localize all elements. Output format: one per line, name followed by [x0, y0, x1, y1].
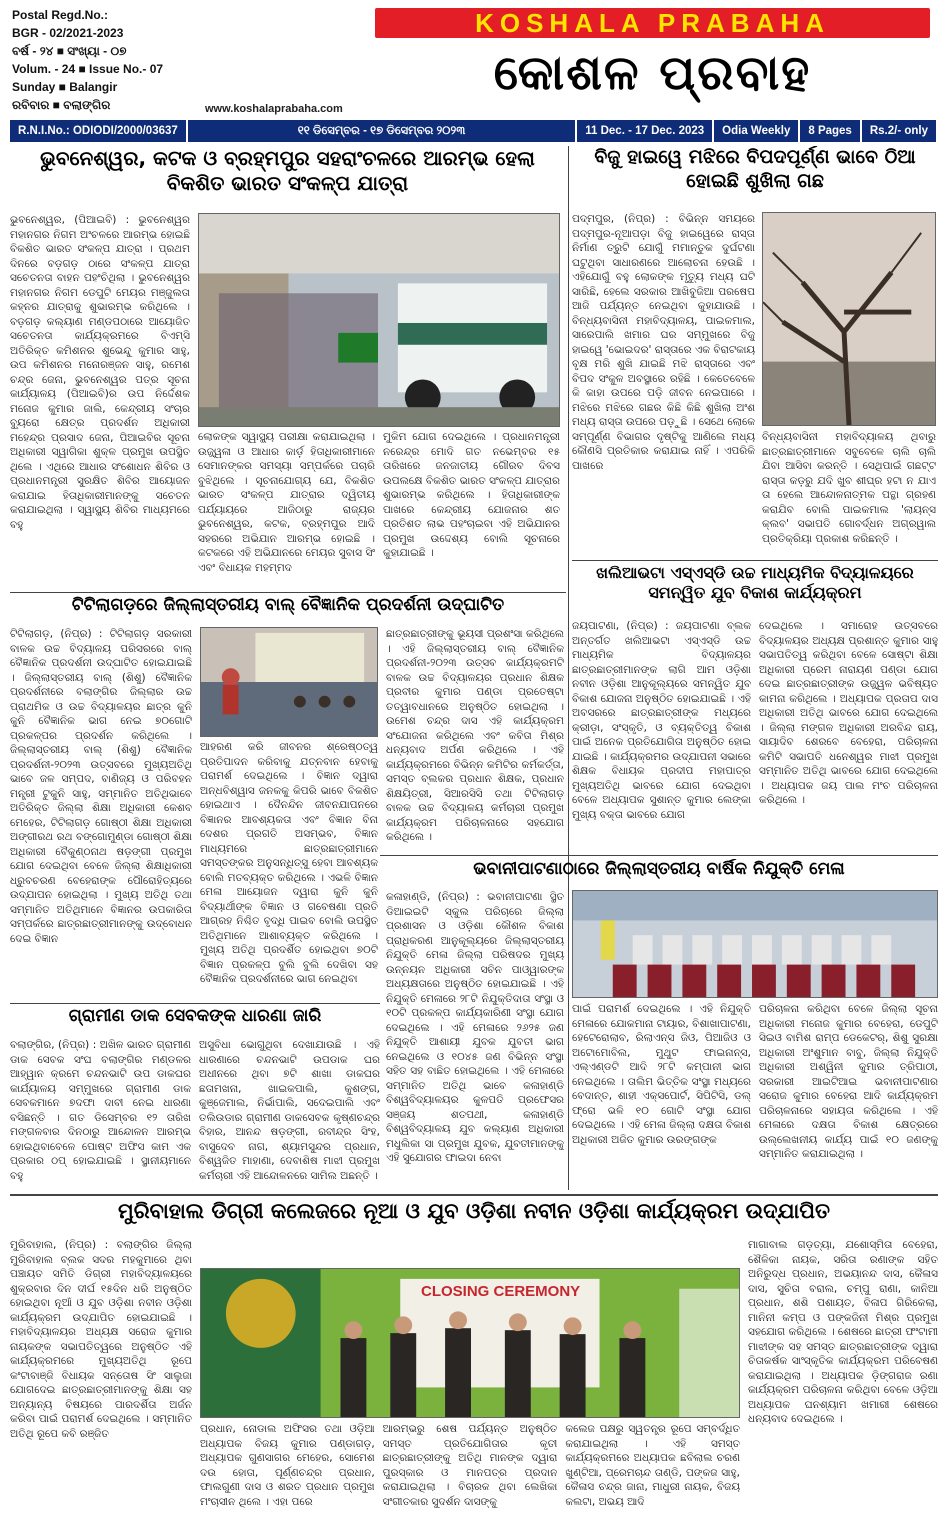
- column-divider: [568, 146, 569, 1190]
- info-bar: [10, 120, 936, 142]
- section-divider: [10, 592, 566, 593]
- article-7-column: କଲେଜ ପକ୍ଷରୁ ସ୍ୱତନ୍ତ୍ର ରୂପେ ସମ୍ବର୍ଦ୍ଧିତ କରାଯାଇଥିଲା । ଏହି ସମସ୍ତ କାର୍ଯ୍ୟକ୍ରମରେ ଅଧ୍ୟାପକ ଛବିଲାଲ ଚରଣ ଖୁଣ୍ଟିଆ, ପ୍ରେମଚାନ୍ଦ ତାଣ୍ଡି, ପଙ୍କଜ ସାହୁ, କୈଳାସ ଚନ୍ଦ୍ର ଜାନା, ମାଧୁରୀ ନାୟକ, ବିଜୟ କଲଟା, ଅଭୟ ଆଦି: [565, 1423, 741, 1508]
- masthead-left-block: [12, 6, 202, 114]
- varsha-issue-odia: ବର୍ଷ - ୨୪ ■ ସଂଖ୍ୟା - ୦୭: [12, 44, 127, 58]
- article-1-body: [10, 213, 190, 625]
- article-4-photo: [200, 627, 378, 737]
- article-3-column: ଜୟପାଟଣା, (ନିପ୍ର) : ଜୟପାଟଣା ବ୍ଲକ ଅନ୍ତର୍ଗତ ଖଲିଆଭଟା ଏସ୍‌ଏସ୍‌ଡି ଉଚ୍ଚ ମାଧ୍ୟମିକ ବିଦ୍ୟାଳୟର ଛାତ୍ରଛାତ୍ରୀମାନଙ୍କ ଲାଗି ଆମ ଓଡ଼ିଶା ନବୀନ ଓଡ଼ିଶା ଆନୁକୂଲ୍ୟରେ ସମନ୍ୱିତ ଯୁବ ବିକାଶ ଯୋଜନା ଅନୁଷ୍ଠିତ ହୋଇଯାଇଛି । ଏହି ଅବସରରେ ଛାତ୍ରଛାତ୍ରୀଙ୍କ ମଧ୍ୟରେ କ୍ରୀଡ଼ା, ସଂସ୍କୃତି, ଓ ବ୍ୟକ୍ତିତ୍ୱ ବିକାଶ ପାଇଁ ଅନେକ ପ୍ରତିଯୋଗିତା ଅନୁଷ୍ଠିତ ହୋଇ ଯାଇଛି । କାର୍ଯ୍ୟକ୍ରମର ଉଦ୍‌ଯାପନୀ ସଭାରେ ଶିକ୍ଷକ ବିଧାୟକ ପ୍ରଦୀପ ମହାପାତ୍ର ମୁଖ୍ୟଅତିଥି ଭାବରେ ଯୋଗ ଦେଇଥିବା ବେଳେ ଅଧ୍ୟାପକ ସୁଶାନ୍ତ କୁମାର ଲେଙ୍କା ମୁଖ୍ୟ ବକ୍ତା ଭାବରେ ଯୋଗ: [572, 620, 751, 821]
- article-5-headline: ଭବାନୀପାଟଣାଠାରେ ଜିଲ୍ଲାସ୍ତରୀୟ ବାର୍ଷିକ ନିଯୁକ୍ତି ମେଳା: [473, 859, 845, 879]
- article-1-photo: [198, 213, 560, 427]
- article-4-column: ଛାତ୍ରଛାତ୍ରୀଙ୍କୁ ଭୂୟସୀ ପ୍ରଶଂସା କରିଥିଲେ । ଏହି ଜିଲ୍ଲାସ୍ତରୀୟ ବାଲ୍ ବୈଜ୍ଞାନିକ ପ୍ରଦର୍ଶନୀ-୨୦୨୩ ଉତ୍ସବ କାର୍ଯ୍ୟକ୍ରମଟି ବାଳକ ଉଚ୍ଚ ବିଦ୍ୟାଳୟର ପ୍ରଧାନ ଶିକ୍ଷକ ପ୍ରବୀର କୁମାର ପଣ୍ଡା ପ୍ରତେଷ୍ଟା ତତ୍ୱାବଧାନରେ ଅନୁଷ୍ଠିତ ହୋଇଥିଲା । ଉମେଶ ଚନ୍ଦ୍ର ଦାସ ଏହି କାର୍ଯ୍ୟକ୍ରମ ସଂଯୋଜନା କରିଥିଲେ ଏବଂ କବିତା ମିଶ୍ର ଧନ୍ୟବାଦ ଅର୍ପଣ କରିଥିଲେ । ଏହି କାର୍ଯ୍ୟକ୍ରମରେ ବିଭିନ୍ନ କମିଟିର କର୍ମକର୍ତ୍ତା, ସମସ୍ତ ବ୍ଲକର ପ୍ରଧାନ ଶିକ୍ଷକ, ପ୍ରଧାନ ଶିକ୍ଷୟିତ୍ରୀ, ସିଆରସିସି ତଥା ଟିଟିଲାଗଡ଼ ବାଳକ ଉଚ୍ଚ ବିଦ୍ୟାଳୟ କର୍ମଚାରୀ ପ୍ରମୁଖ କାର୍ଯ୍ୟକ୍ରମ ପରିଚାଳନାରେ ସହଯୋଗ କରିଥିଲେ ।: [386, 628, 564, 843]
- article-4-body-right: [386, 627, 564, 853]
- article-4-headline: ଟିଟିଲାଗଡ଼ରେ ଜିଲ୍ଲାସ୍ତରୀୟ ବାଲ୍ ବୈଜ୍ଞାନିକ ପ୍ରଦର୍ଶନୀ ଉଦ୍‌ଘାଟିତ: [71, 595, 505, 615]
- article-7-column: ମୁରିବାହାଲ, (ନିପ୍ର) : ବଲାଙ୍ଗିର ଜିଲ୍ଲା ମୁରିବାହାଲ ବ୍ଲକ ସଦର ମହକୁମାରେ ଥିବା ପଞ୍ଚାୟତ ସମିତି ଡିଗ୍ରୀ ମହାବିଦ୍ୟାଳୟରେ ଶୁକ୍ରବାର ଦିନ ଦୀର୍ଘ ୧୫ଦିନ ଧରି ଅନୁଷ୍ଠିତ ହୋଇଥିବା ନୂଆଁ ଓ ଯୁବ ଓଡ଼ିଶା ନବୀନ ଓଡ଼ିଶା କାର୍ଯ୍ୟକ୍ରମ ଉଦ୍‌ଯାପିତ ହୋଇଯାଇଛି । ମହାବିଦ୍ୟାଳୟର ଅଧ୍ୟକ୍ଷ ସରୋଜ କୁମାର ନାୟକଙ୍କ ସଭାପତିତ୍ୱରେ ଅନୁଷ୍ଠିତ ଏହି କାର୍ଯ୍ୟକ୍ରମରେ ମୁଖ୍ୟଅତିଥି ରୂପେ କଂଟାବାଞ୍ଜି ବିଧାୟକ ସନ୍ତୋଷ ସିଂ ସାଲୁଜା ଯୋଗଦେଇ ଛାତ୍ରଛାତ୍ରୀମାନଙ୍କୁ ଶିକ୍ଷା ସହ ଅନ୍ୟାନ୍ୟ ବିଷୟରେ ପାରଦର୍ଶିତା ଅର୍ଜନ କରିବା ପାଇଁ ପରାମର୍ଶ ଦେଇଥିଲେ । ସମ୍ମାନିତ ଅତିଥି ରୂପେ କବି ରଞ୍ଜିତ: [10, 1239, 192, 1440]
- masthead-english-title: KOSHALA PRABAHA: [475, 8, 830, 38]
- article-7-column: ପ୍ରଧାନ, ନୋଡାଲ ଅଫିସର ତଥା ଓଡ଼ିଆ ଅଧ୍ୟାପକ ବିଜୟ କୁମାର ପଣ୍ଡାଗଡ଼, ଅଧ୍ୟାପକ ଗୁଣସାଗର ମେହେର, ସୋମେଶ ଦଉ ହୋତା, ପୂର୍ଣ୍ଣଚନ୍ଦ୍ର ପ୍ରଧାନ, ଫାଲଗୁଣୀ ଦାସ ଓ ଶରତ ପ୍ରଧାନ ପ୍ରମୁଖ ମଂଚାସୀନ ଥିଲେ । ଏହା ପରେ: [200, 1423, 375, 1508]
- article-6-body: [10, 1038, 380, 1190]
- publication-type: Odia Weekly: [714, 120, 800, 142]
- article-7-body: [10, 1238, 192, 1528]
- article-2-photo: [762, 212, 936, 426]
- article-7-photo: [200, 1268, 740, 1418]
- article-1-column: ଲୋକଙ୍କ ସ୍ୱାସ୍ଥ୍ୟ ପରୀକ୍ଷା କରାଯାଇଥିଲା । ଉଜ୍ଜ୍ୱଳା ଓ ଆଧାର କାର୍ଡ଼ ହିତାଧିକାରୀମାନେ ସେମାନଙ୍କର ସମସ୍ୟା ସମ୍ପର୍କରେ ପଚାରି ବୁଝିଥିଲେ । ସୂଚନାଯୋଗ୍ୟ ଯେ, ବିକଶିତ ଭାରତ ସଂକଳ୍ପ ଯାତ୍ରାର ଦ୍ୱିତୀୟ ପର୍ଯ୍ୟାୟରେ ଆଜିଠାରୁ ରାଜ୍ୟର ଭୁବନେଶ୍ୱର, କଟକ, ବ୍ରହ୍ମପୁର ଆଦି ସହରରେ ଅଭିଯାନ ଆରମ୍ଭ ହୋଇଛି । କଟକରେ ଏହି ଅଭିଯାନରେ ମେୟର ସୁବାସ ସିଂ ଏବଂ ବିଧାୟକ ମହମ୍ମଦ: [198, 431, 375, 574]
- closing-ceremony-banner: CLOSING CEREMONY: [421, 1283, 581, 1300]
- article-5-photo: [572, 890, 938, 998]
- article-2-body-lower: [762, 430, 936, 556]
- section-divider: [380, 855, 938, 856]
- article-2-body: [572, 212, 755, 556]
- article-7-column: ଆରମ୍ଭରୁ ଶେଷ ପର୍ଯ୍ୟନ୍ତ ଅନୁଷ୍ଠିତ ସମସ୍ତ ପ୍ରତିଯୋଗିତାର କୃତୀ ଛାତ୍ରଛାତ୍ରୀଙ୍କୁ ଅତିଥି ମାନଙ୍କ ଦ୍ୱାରା ପୁରସ୍କାର ଓ ମାନପତ୍ର ପ୍ରଦାନ କରାଯାଇଥିଲା । ବିଚାରକ ଥିବା ଲେଖିକା ସଂଗୀତକାର ସୁଦର୍ଶନ ଦାସଙ୍କୁ: [382, 1423, 558, 1508]
- article-6-column: ବଲାଙ୍ଗିର, (ନିପ୍ର) : ଅଖିଳ ଭାରତ ଗ୍ରାମୀଣ ଡାକ ସେବକ ସଂଘ ବଲାଙ୍ଗିର ମଣ୍ଡଳର ଆହ୍ୱାନ କ୍ରମେ ଚନ୍ଦନଭାଟି ଉପ ଡାକଘର କାର୍ଯ୍ୟାଳୟ ସମ୍ମୁଖରେ ଗ୍ରାମୀଣ ଡାକ ସେବକମାନେ ୭ଦଫା ଦାବୀ ନେଇ ଧାରଣା ବସିଛନ୍ତି । ଗତ ଡିସେମ୍ବର ୧୨ ତାରିଖ ମଙ୍ଗଳବାର ଦିନଠାରୁ ଆନ୍ଦୋଳନ ଆରମ୍ଭ ହୋଇଥିବାବେଳେ ପୋଷ୍ଟ ଅଫିସ କାମ ଏକ ପ୍ରକାର ଠପ୍ ହୋଇଯାଇଛି । ସ୍ଥାନୀୟମାନେ ବହୁ: [10, 1039, 191, 1182]
- article-7-body-right: [748, 1238, 938, 1528]
- masthead-english-banner: [375, 8, 930, 38]
- article-1-column: ମୁକିମ ଯୋଗ ଦେଇଥିଲେ । ପ୍ରଧାନମନ୍ତ୍ରୀ ନରେନ୍ଦ୍ର ମୋଦି ଗତ ନଭେମ୍ବର ୧୫ ତାରିଖରେ ଜନଜାତୀୟ ଗୌରବ ଦିବସ ଉପଲକ୍ଷେ ବିକଶିତ ଭାରତ ସଂକଳ୍ପ ଯାତ୍ରାର ଶୁଭାରମ୍ଭ କରିଥିଲେ । ହିତାଧିକାରୀଙ୍କ ପାଖରେ କେନ୍ଦ୍ରୀୟ ଯୋଜନାର ଶତ ପ୍ରତିଶତ ଲାଭ ପହଂଚାଇବା ଏହି ଅଭିଯାନର ପ୍ରମୁଖ ଉଦ୍ଦେଶ୍ୟ ବୋଲି ସୂଚନାରେ କୁହାଯାଇଛି ।: [383, 431, 560, 559]
- section-divider: [10, 1194, 938, 1196]
- article-1-column: ଭୁବନେଶ୍ୱର, (ପିଆଇବି) : ଭୁବନେଶ୍ୱର ମହାନଗର ନିଗମ ଅଂଚଳରେ ଆରମ୍ଭ ହୋଇଛି ବିକଶିତ ଭାରତ ସଂକଳ୍ପ ଯାତ୍ରା । ପ୍ରଥମ ଦିନରେ ବଡ଼ଗଡ଼ ଠାରେ ସଂକଳ୍ପ ଯାତ୍ରା ସଚେତନତା ବାହନ ପହଂଚିଥିଲା । ଭୁବନେଶ୍ୱର ମହାନଗର ନିଗମ ଡେପୁଟି ମେୟର ମଞ୍ଜୁଲତା କହ୍ନର ଯାତ୍ରାକୁ ଶୁଭାରମ୍ଭ କରିଥିଲେ । ବଡ଼ଗଡ଼ କଲ୍ୟାଣ ମଣ୍ଡପଠାରେ ଆୟୋଜିତ ସଚେତନତା କାର୍ଯ୍ୟକ୍ରମରେ ବିଏମ୍‌ସି ଅତିରିକ୍ତ କମିଶନର ଶୁଭେନ୍ଦୁ କୁମାର ସାହୁ, ଉପ କମିଶନର ମନୋରଞ୍ଜନ ସାହୁ, ରମେଶ ଚନ୍ଦ୍ର ଜେନା, ଭୁବନେଶ୍ୱର ପତ୍ର ସୂଚନା କାର୍ଯ୍ୟାଳୟ (ପିଆଇବି)ର ଉପ ନିର୍ଦ୍ଦେଶକ ମନୋଜ କୁମାର ଜାଲି, କେନ୍ଦ୍ରୀୟ ସଂଚାର ବ୍ୟୁରୋ କ୍ଷେତ୍ର ପ୍ରଦର୍ଶନ ଅଧିକାରୀ ମହେନ୍ଦ୍ର ପ୍ରସାଦ ଜେନା, ପିଆଇବିର ସୂଚନା ଅଧିକାରୀ ସ୍ୱାଗିକା ଶୁକ୍ଳ ପ୍ରମୁଖ ଉପସ୍ଥିତ ଥିଲେ । ଏଥିରେ ଆଧାର ସଂଶୋଧନ ଶିବିର ଓ ପ୍ରଧାନମନ୍ତ୍ରୀ ସୁରକ୍ଷିତ ଶିବିର ଆୟୋଜନ କରାଯାଇ ହିତାଧିକାରୀମାନଙ୍କୁ ସଚେତନ କରାଯାଇଥିଲା । ସ୍ୱାସ୍ଥ୍ୟ ଶିବିର ମାଧ୍ୟମରେ ବହୁ: [10, 214, 190, 531]
- article-5-column: କଳାହାଣ୍ଡି, (ନିପ୍ର) : ଭବାନୀପାଟଣା ସ୍ଥିତ ଡିଆଇଇଟି ସ୍କୁଲ ପରିଚାରେ ଜିଲ୍ଲା ପ୍ରଶାସନ ଓ ଓଡ଼ିଶା କୌଶଳ ବିକାଶ ପ୍ରାଧିକରଣ ଆନୁକୂଲ୍ୟରେ ଜିଲ୍ଲାସ୍ତରୀୟ ନିଯୁକ୍ତି ମେଳା ଜିଲ୍ଲା ପରିଷଦର ମୁଖ୍ୟ ଉନ୍ନୟନ ଅଧିକାରୀ ସଚିନ ପାଓ୍ୱାରଙ୍କ ଅଧ୍ୟକ୍ଷତାରେ ଅନୁଷ୍ଠିତ ହୋଇଯାଇଛି । ଏହି ନିଯୁକ୍ତି ମେଳାରେ ୨୮ଟି ନିଯୁକ୍ତିଦାତା ସଂସ୍ଥା ଓ ୧୦ଟି ପ୍ରକଳ୍ପ କାର୍ଯ୍ୟକାରିଣୀ ସଂସ୍ଥା ଯୋଗ ଦେଇଥିଲେ । ଏହି ମେଳାରେ ୨୬୨୫ ଜଣ ନିଯୁକ୍ତି ଆଶାୟୀ ଯୁବକ ଯୁବତୀ ଭାଗ ନେଇଥିଲେ ଓ ୧୦୪୫ ଜଣ ବିଭିନ୍ନ ସଂସ୍ଥା ସହିତ ସହ ବାଛିତ ହୋଇଥିଲେ । ଏହି ମେଳାରେ ସମ୍ମାନିତ ଅତିଥି ଭାବେ କଳାହାଣ୍ଡି ବିଶ୍ୱବିଦ୍ୟାଳୟର କୁଳପତି ପ୍ରଫେସର ସଞ୍ଜୟ ଶତପଥୀ, କଳାହାଣ୍ଡି ବିଶ୍ୱବିଦ୍ୟାଳୟ ଯୁବ କଲ୍ୟାଣ ଅଧିକାରୀ ମଧୁଲିକା ସା ପ୍ରମୁଖ ଯୁବକ, ଯୁବତୀମାନଙ୍କୁ ଏହି ସୁଯୋଗର ଫାଇଦା ନେବା: [386, 891, 564, 1164]
- article-5-column: ପରିଚାଳନା କରିଥିବା ବେଳେ ଜିଲ୍ଲା ସୂଚନା ଅଧିକାରୀ ମନୋଜ କୁମାର ବେହେରା, ଡେପୁଟି ସିଇଓ ବାମିଶ ରାମ୍ପ ଡେକେଟର୍, ଶିଶୁ ସୁରକ୍ଷା ଅଧିକାରୀ ଅଂଶୁମାନ ବାବୁ, ଜିଲ୍ଲା ନିଯୁକ୍ତି ଅଧିକାରୀ ଅଶ୍ୱିନୀ କୁମାର ତ୍ରିପାଠୀ, ସରକାରୀ ଆଇଟିଆଇ ଭବାନୀପାଟଣାର ସରୋଜ କୁମାର ବେହେରା ଆଦି କାର୍ଯ୍ୟକ୍ରମ ପରିଚାଳନାରେ ସହାୟତା କରିଥିଲେ । ଏହି ମେଳାରେ ଦକ୍ଷତା ବିକାଶ କ୍ଷେତ୍ରରେ ଉଲ୍ଲେଖନୀୟ କାର୍ଯ୍ୟ ପାଇଁ ୧୦ ଜଣଙ୍କୁ ସମ୍ମାନିତ କରାଯାଇଥିଲା ।: [759, 1003, 938, 1160]
- article-2-column: ପଦ୍ମପୁର, (ନିପ୍ର) : ବିଭିନ୍ନ ସମୟରେ ପଦ୍ମପୁର-ନୂଆପଡ଼ା ବିଜୁ ହାଇୱେରେ ରାସ୍ତା ନିର୍ମାଣ ତ୍ରୁଟି ଯୋଗୁଁ ମମାନ୍ତୁକ ଦୁର୍ଘଟଣା ଘଟୁଥିବା ସାଧାରଣରେ ଆଲୋଚନା ହେଉଛି । ଏହିଯୋଗୁଁ ବହୁ ଲୋକଙ୍କ ମୃତ୍ୟୁ ମଧ୍ୟ ଘଟି ସାରିଛି, ହେଲେ ସରକାର ଆଖିବୁଜିଆ ପରଷେପ ଆଜି ପର୍ଯ୍ୟନ୍ତ ନେଇଥିବା କୁହାଯାଉଛି । ବିନ୍ଧ୍ୟବାସିନୀ ମହାବିଦ୍ୟାଳୟ, ପାଇକମାଲ, ସାରେପାଲି ଖମାର ଘର ସମ୍ମୁଖରେ ବିଜୁ ହାଇୱେ 'ଭୋଇଦର' ରାସ୍ତାରେ ଏକ ବିରାଟକାୟ ବୃକ୍ଷ ମରି ଶୁଖି ଯାଇଛି ମଝି ରାସ୍ତାରେ ଏବଂ ବିପଦ ସଂକୁଳ ଅବସ୍ଥାରେ ରହିଛି । କେତେବେଳେ କି କାହା ଉପରେ ପଡ଼ି ଜୀବନ ନେଇପାରେ । ମଝିରେ ମଝିରେ ଗଛର କିଛି କିଛି ଶୁଖିଲା ଅଂଶ ମଧ୍ୟ ରାସ୍ତା ଉପରେ ପଡ଼ୁଛି । ସେଥେ ଲୋକେ ସମ୍ପୂର୍ଣ୍ଣ ବିଭାଗର ଦୃଷ୍ଟିକୁ ଆଣିଲେ ମଧ୍ୟ କୌଣସି ପ୍ରତିକାର କରାଯାଇ ନାହିଁ । ଏପରିକି ପାଖରେ: [572, 213, 755, 472]
- website-link[interactable]: www.koshalaprabaha.com: [205, 103, 343, 115]
- article-5-body: [386, 890, 564, 1190]
- volume-issue: Volum. - 24 ■ Issue No.- 07: [12, 62, 164, 76]
- article-1-headline: ଭୁବନେଶ୍ୱର, କଟକ ଓ ବ୍ରହ୍ମପୁର ସହରାଂଚଳରେ ଆରମ୍ଭ ହେଲା ବିକଶିତ ଭାରତ ସଂକଳ୍ପ ଯାତ୍ରା: [40, 146, 535, 195]
- article-3-column: ଦେଇଥିଲେ । ସମାରୋହ ଉତ୍ସବରେ ବିଦ୍ୟାଳୟର ଅଧ୍ୟକ୍ଷ ପ୍ରଶାନ୍ତ କୁମାର ସାହୁ ସଭାପତିତ୍ୱ କରିଥିବା ବେଳେ ସୋଷ୍ଟା ଶିକ୍ଷା ଅଧିକାରୀ ପ୍ରେମ ନାରାୟଣ ପଣ୍ଡା ଯୋଗ ଦେଇ ଛାତ୍ରଛାତ୍ରୀଙ୍କ ଉଜ୍ଜ୍ୱଳ ଭବିଷ୍ୟତ କାମନା କରିଥିଲେ । ଅଧ୍ୟାପକ ପ୍ରତାପ ଦାସ ଅଧିକାରୀ ଅତିଥି ଭାବରେ ଯୋଗ ଦେଇଥିଲେ । ଜିଲ୍ଲା ମଙ୍ଗଳ ଅଧିକାରୀ ଅରବିନ୍ଦ ରାୟ, ସାୟାଦିବ ଶେରବେ ବେହେରା, ପରିଚାଳନା କମିଟି ସଭାପତି ଧନେଶ୍ୱର ମାଝୀ ପ୍ରମୁଖ ସମ୍ମାନିତ ଅତିଥି ଭାବରେ ଯୋଗ ଦେଇଥିଲେ । ଅଧ୍ୟାପକ ଜୟ ପାଲ ମଂଚ ପରିଚାଳନା କରିଥିଲେ ।: [759, 620, 938, 806]
- rni-number: R.N.I.No.: ODIODI/2000/03637: [10, 120, 188, 142]
- postal-label: Postal Regd.No.:: [12, 8, 109, 22]
- article-3-body: [572, 619, 938, 851]
- date-odia: ୧୧ ଡିସେମ୍ବର - ୧୭ ଡିସେମ୍ବର ୨୦୨୩: [188, 120, 577, 142]
- article-4-column: ଟିଟିଲାଗଡ଼, (ନିପ୍ର) : ଟିଟିଲାଗଡ଼ ସରକାରୀ ବାଳକ ଉଚ୍ଚ ବିଦ୍ୟାଳୟ ପରିସରରେ ବାଲ୍ ବୈଜ୍ଞାନିକ ପ୍ରଦର୍ଶନୀ ଉଦ୍‌ଘାଟିତ ହୋଇଯାଇଛି । ଜିଲ୍ଲାସ୍ତରୀୟ ବାଲ୍ (ଶିଶୁ) ବୈଜ୍ଞାନିକ ପ୍ରଦର୍ଶନୀରେ ବଲାଙ୍ଗିର ଜିଲ୍ଲାର ଉଚ୍ଚ ପ୍ରାଥମିକ ଓ ଉଚ୍ଚ ବିଦ୍ୟାଳୟର ଛାତ୍ର କୁନି କୁନି ବୈଜ୍ଞାନିକ ଭାଗ ନେଇ ୭୦ଗୋଟି ପ୍ରକଳ୍ପର ପ୍ରଦର୍ଶନ କରିଥିଲେ । ଜିଲ୍ଲାସ୍ତରୀୟ ବାଲ୍ (ଶିଶୁ) ବୈଜ୍ଞାନିକ ପ୍ରଦର୍ଶନୀ-୨୦୨୩ ଉତ୍ସବରେ ମୁଖ୍ୟଅତିଥି ଭାବେ ଜଳ ସମ୍ପଦ, ବାଣିଜ୍ୟ ଓ ପରିବହନ ମନ୍ତ୍ରୀ ଟୁକୁନି ସାହୁ, ସମ୍ମାନିତ ଅତିଥିଭାବେ ଅତିରିକ୍ତ ଜିଲ୍ଲା ଶିକ୍ଷା ଅଧିକାରୀ କେଶବ ମେହେର, ଟିଟିଲାଗଡ଼ ଗୋଷ୍ଠୀ ଶିକ୍ଷା ଅଧିକାରୀ ଅଙ୍ଗୀରଥ ରଥ ବଙ୍ଗୋମୁଣ୍ଡା ଗୋଷ୍ଠୀ ଶିକ୍ଷା ଅଧିକାରୀ ବୈକୁଣ୍ଠନାଥ ଷଡ଼ଙ୍ଗୀ ପ୍ରମୁଖ ଯୋଗ ଦେଇଥିବା ବେଳେ ଜିଲ୍ଲା ଶିକ୍ଷାଧିକାରୀ ଧ୍ରୁବଚରଣ ବେହେରାଙ୍କ ପୌରୋହିତ୍ୟରେ ଉଦ୍‌ଯାପନ ହୋଇଥିଲା । ମୁଖ୍ୟ ଅତିଥି ତଥା ସମ୍ମାନିତ ଅତିଥିମାନେ ବିଜ୍ଞାନର ଉପକାରିତା ସମ୍ପର୍କରେ ଛାତ୍ରଛାତ୍ରୀମାନଙ୍କୁ ଉଦ୍‌ବୋଧନ ଦେଇ ବିଜ୍ଞାନ: [10, 628, 192, 945]
- article-4-column: ଆହରଣ କରି ଜୀବନର ଶ୍ରେଷ୍ଠତ୍ୱ ପ୍ରତିପାଦନ କରିବାକୁ ଯତ୍ନବାନ ହେବାକୁ ପରାମର୍ଶ ଦେଇଥିଲେ । ବିଜ୍ଞାନ ଦ୍ୱାରା ଅନ୍ଧବିଶ୍ୱାସ ଜନକକୁ କିପରି ଭାବେ ବିକଶିତ ହୋଇଥାଏ । ଦୈନନ୍ଦିନ ଜୀବନଯାପନରେ ବିଜ୍ଞାନର ଆବଶ୍ୟକତା ଏବଂ ବିଜ୍ଞାନ ବିନା ଦେଶର ପ୍ରଗତି ଅସମ୍ଭବ, ବିଜ୍ଞାନ ମାଧ୍ୟମରେ ଛାତ୍ରଛାତ୍ରୀମାନେ ସମସ୍ତଙ୍କର ଅନୁସନ୍ଧିତ୍ସୁ ହେବା ଆବଶ୍ୟକ ବୋଲି ମତବ୍ୟକ୍ତ କରିଥିଲେ । ଏଭଳି ବିଜ୍ଞାନ ମେଳା ଆୟୋଜନ ଦ୍ୱାରା କୁନି କୁନି ବିଦ୍ୟାର୍ଥୀଙ୍କ ବିଜ୍ଞାନ ଓ ଗବେଷଣା ପ୍ରତି ଆଗ୍ରହ ନିଶ୍ଚିତ ବୃଦ୍ଧି ପାଇବ ବୋଲି ଉପସ୍ଥିତ ଅତିଥିମାନେ ଆଶାବ୍ୟକ୍ତ କରିଥିଲେ । ମୁଖ୍ୟ ଅତିଥି ପ୍ରଦର୍ଶିତ ହୋଇଥିବା ୭୦ଟି ବିଜ୍ଞାନ ପ୍ରକଳ୍ପ ବୁଲି ବୁଲି ଦେଖିବା ସହ ବୈଜ୍ଞାନିକ ପ୍ରଦର୍ଶନୀରେ ଭାଗ ନେଇଥିବା: [200, 741, 378, 985]
- article-6-headline: ଗ୍ରାମୀଣ ଡାକ ସେବକଙ୍କ ଧାରଣା ଜାରି: [68, 1006, 322, 1026]
- price: Rs.2/- only: [869, 125, 928, 137]
- date-english: 11 Dec. - 17 Dec. 2023: [577, 120, 714, 142]
- article-2-column: ବିନ୍ଧ୍ୟବାସିନୀ ମହାବିଦ୍ୟାଳୟ ଥିବାରୁ ଛାତ୍ରଛାତ୍ରୀମାନେ ସବୁବେଳେ ଚାଲି ଚାଲି ଯିବା ଆସିବା କରନ୍ତି । ସେଥିପାଇଁ ଗଛଟ୍ଟ ରାସ୍ତା କଡ଼ରୁ ଯଦି ଖୁବ ଶୀଘ୍ର ହଟା ନ ଯାଏ ତା ହେଲେ ଆନ୍ଦୋଳନାତ୍ମକ ପନ୍ଥା ଗ୍ରହଣ କରାଯିବ ବୋଲି ପାଇକମାଲ 'ଲାୟନ୍ସ କ୍ଲବ' ସଭାପତି ଗୋବର୍ଦ୍ଧନ ଅଗ୍ରୱାଲ ପ୍ରତିକ୍ରିୟା ପ୍ରକାଶ କରିଛନ୍ତି ।: [762, 431, 936, 545]
- section-divider: [572, 560, 938, 561]
- article-7-column: ମାଗାବାଲ ଗଡ଼ତ୍ୟା, ଯଶୋସ୍ମିତା ବେହେରା, ଶୈଳିକା ନାୟକ, ସରିତା ରଣାଙ୍କ ସହିତ ଅନିରୁଦ୍ଧ ପ୍ରଧାନ, ଅଭୟାନନ୍ଦ ଦାସ, କୈଳାସ ଦାସ, ସୁଚିତା ବରାଲ, ଚମ୍ପୁ ରାଣା, କାନିଆ ପ୍ରଧାନ, ଶଶି ପଶାୟତ, ବିଳାପ ଗିରିକେଲା, ମାନିନୀ କମ୍ପ ଓ ପଙ୍କଜିନୀ ମିଶ୍ର ପ୍ରମୁଖ ସହଯୋଗ କରିଥିଲେ । ଶେଷରେ ଛାତ୍ରୀ ଫଂଟାମୀ ମାଝୀଙ୍କ ସହ ସମସ୍ତ ଛାତ୍ରଛାତ୍ରୀଙ୍କ ଦ୍ୱାରା ଚିତାକର୍ଷକ ସାଂସ୍କୃତିକ କାର୍ଯ୍ୟକ୍ରମ ପରିବେଷଣ କରାଯାଇଥିଲା । ଅଧ୍ୟାପକ ଡ଼ିଙ୍ଗରାଜ ରଣା କାର୍ଯ୍ୟକ୍ରମ ପରିଚାଳନା କରିଥିବା ବେଳେ ଓଡ଼ିଆ ଅଧ୍ୟାପକ ଘନଶ୍ୟାମ ଖମାରୀ ଶେଷରେ ଧନ୍ୟବାଦ ଦେଇଥିଲେ ।: [748, 1239, 938, 1425]
- masthead-odia-logo: କୋଶଳ ପ୍ରବାହ: [493, 45, 812, 101]
- article-4-body-mid: [200, 740, 378, 1000]
- article-6-column: ଅସୁବିଧା ଭୋଗୁଥିବା ଦେଖାଯାଉଛି । ଏହି ଧାରଣାରେ ଚନ୍ଦନଭାଟି ଉପଡାକ ଘର ଅଧୀନରେ ଥିବା ୭ଟି ଶାଖା ଡାକଘର ଛତାମଖନା, ଖାଇକପାଲି, କୁଶଙ୍ଗ, କୁଞ୍ଜେମାଲ, ନିର୍ଭାପାଲି, ସଦେଇପାଲି ଏବଂ ତଲିଉଡାର ଗ୍ରାମୀଣ ଡାକସେବକ କୃଷ୍ଣଚନ୍ଦ୍ର ବିହାର, ଆନନ୍ଦ ଷଡ଼ଙ୍ଗୀ, ରବୀନ୍ଦ୍ର ସିଂହ, ବାସୁଦେବ ନାଗ, ଶ୍ୟାମସୁନ୍ଦର ପ୍ରଧାନ, ବିଶ୍ୱଜିତ ମାହାଣା, ଦେବାଶିଷ ମାଝୀ ପ୍ରମୁଖ କର୍ମଚାରୀ ଏହି ଆନ୍ଦୋଳନରେ ସାମିଲ ଅଛନ୍ତି ।: [199, 1039, 380, 1182]
- page-count: 8 Pages: [800, 120, 861, 142]
- article-5-body-lower: [572, 1002, 938, 1190]
- article-3-headline: ଖଲିଆଭଟା ଏସ୍‌ଏସ୍‌ଡି ଉଚ୍ଚ ମାଧ୍ୟମିକ ବିଦ୍ୟାଳୟରେ ସମନ୍ୱିତ ଯୁବ ବିକାଶ କାର୍ଯ୍ୟକ୍ରମ: [596, 563, 914, 602]
- day-place: Sunday ■ Balangir: [12, 80, 118, 94]
- article-5-column: ପାଇଁ ପରାମର୍ଶ ଦେଇଥିଲେ । ଏହି ନିଯୁକ୍ତି ମେଳାରେ ଯୋକମାନା ଟାୟାର, ବିଶାଖାପାଟଣା, ହେଟେରୋଲାବ, ରିଲାଏନ୍ସ ଜିଓ, ପିଆଜିଓ ଓ ଅଟୋମୋବିଲ, ମୁଥୁଟ ଫାଇନାନ୍ସ, ଏଲ୍‌ଏଣ୍ଡଟି ଆଦି ୨୮ଟି କମ୍ପାନୀ ଭାଗ ନେଇଥିଲେ । ତାଲିମ ଭିତ୍ତିକ ସଂସ୍ଥା ମଧ୍ୟରେ ବେଦାନ୍ତ, ଶାହୀ ଏକ୍ସପୋର୍ଟ, ସିପିଟିସି, ଡଲ୍ ଫ୍ରୋ ଭଳି ୧୦ ଗୋଟି ସଂସ୍ଥା ଯୋଗ ଦେଇଥିଲେ । ଏହି ମେଳା ଜିଲ୍ଲା ଦକ୍ଷତା ବିକାଶ ଅଧିକାରୀ ଅଜିତ କୁମାର ଉରଙ୍ଗଙ୍କ: [572, 1003, 751, 1146]
- article-7-body-lower: [200, 1422, 740, 1528]
- article-4-body: [10, 627, 192, 1000]
- postal-regd-number: BGR - 02/2021-2023: [12, 26, 124, 40]
- section-divider: [10, 1003, 380, 1004]
- article-7-headline: ମୁରିବାହାଲ ଡିଗ୍ରୀ କଲେଜରେ ନୂଆ ଓ ଯୁବ ଓଡ଼ିଶା ନବୀନ ଓଡ଼ିଶା କାର୍ଯ୍ୟକ୍ରମ ଉଦ୍‌ଯାପିତ: [118, 1199, 830, 1223]
- article-2-headline: ବିଜୁ ହାଇୱେ ମଝିରେ ବିପଦପୂର୍ଣ୍ଣ ଭାବେ ଠିଆ ହୋଇଛି ଶୁଖିଲା ଗଛ: [594, 146, 916, 192]
- day-place-odia: ରବିବାର ■ ବଲାଙ୍ଗିର: [12, 98, 111, 112]
